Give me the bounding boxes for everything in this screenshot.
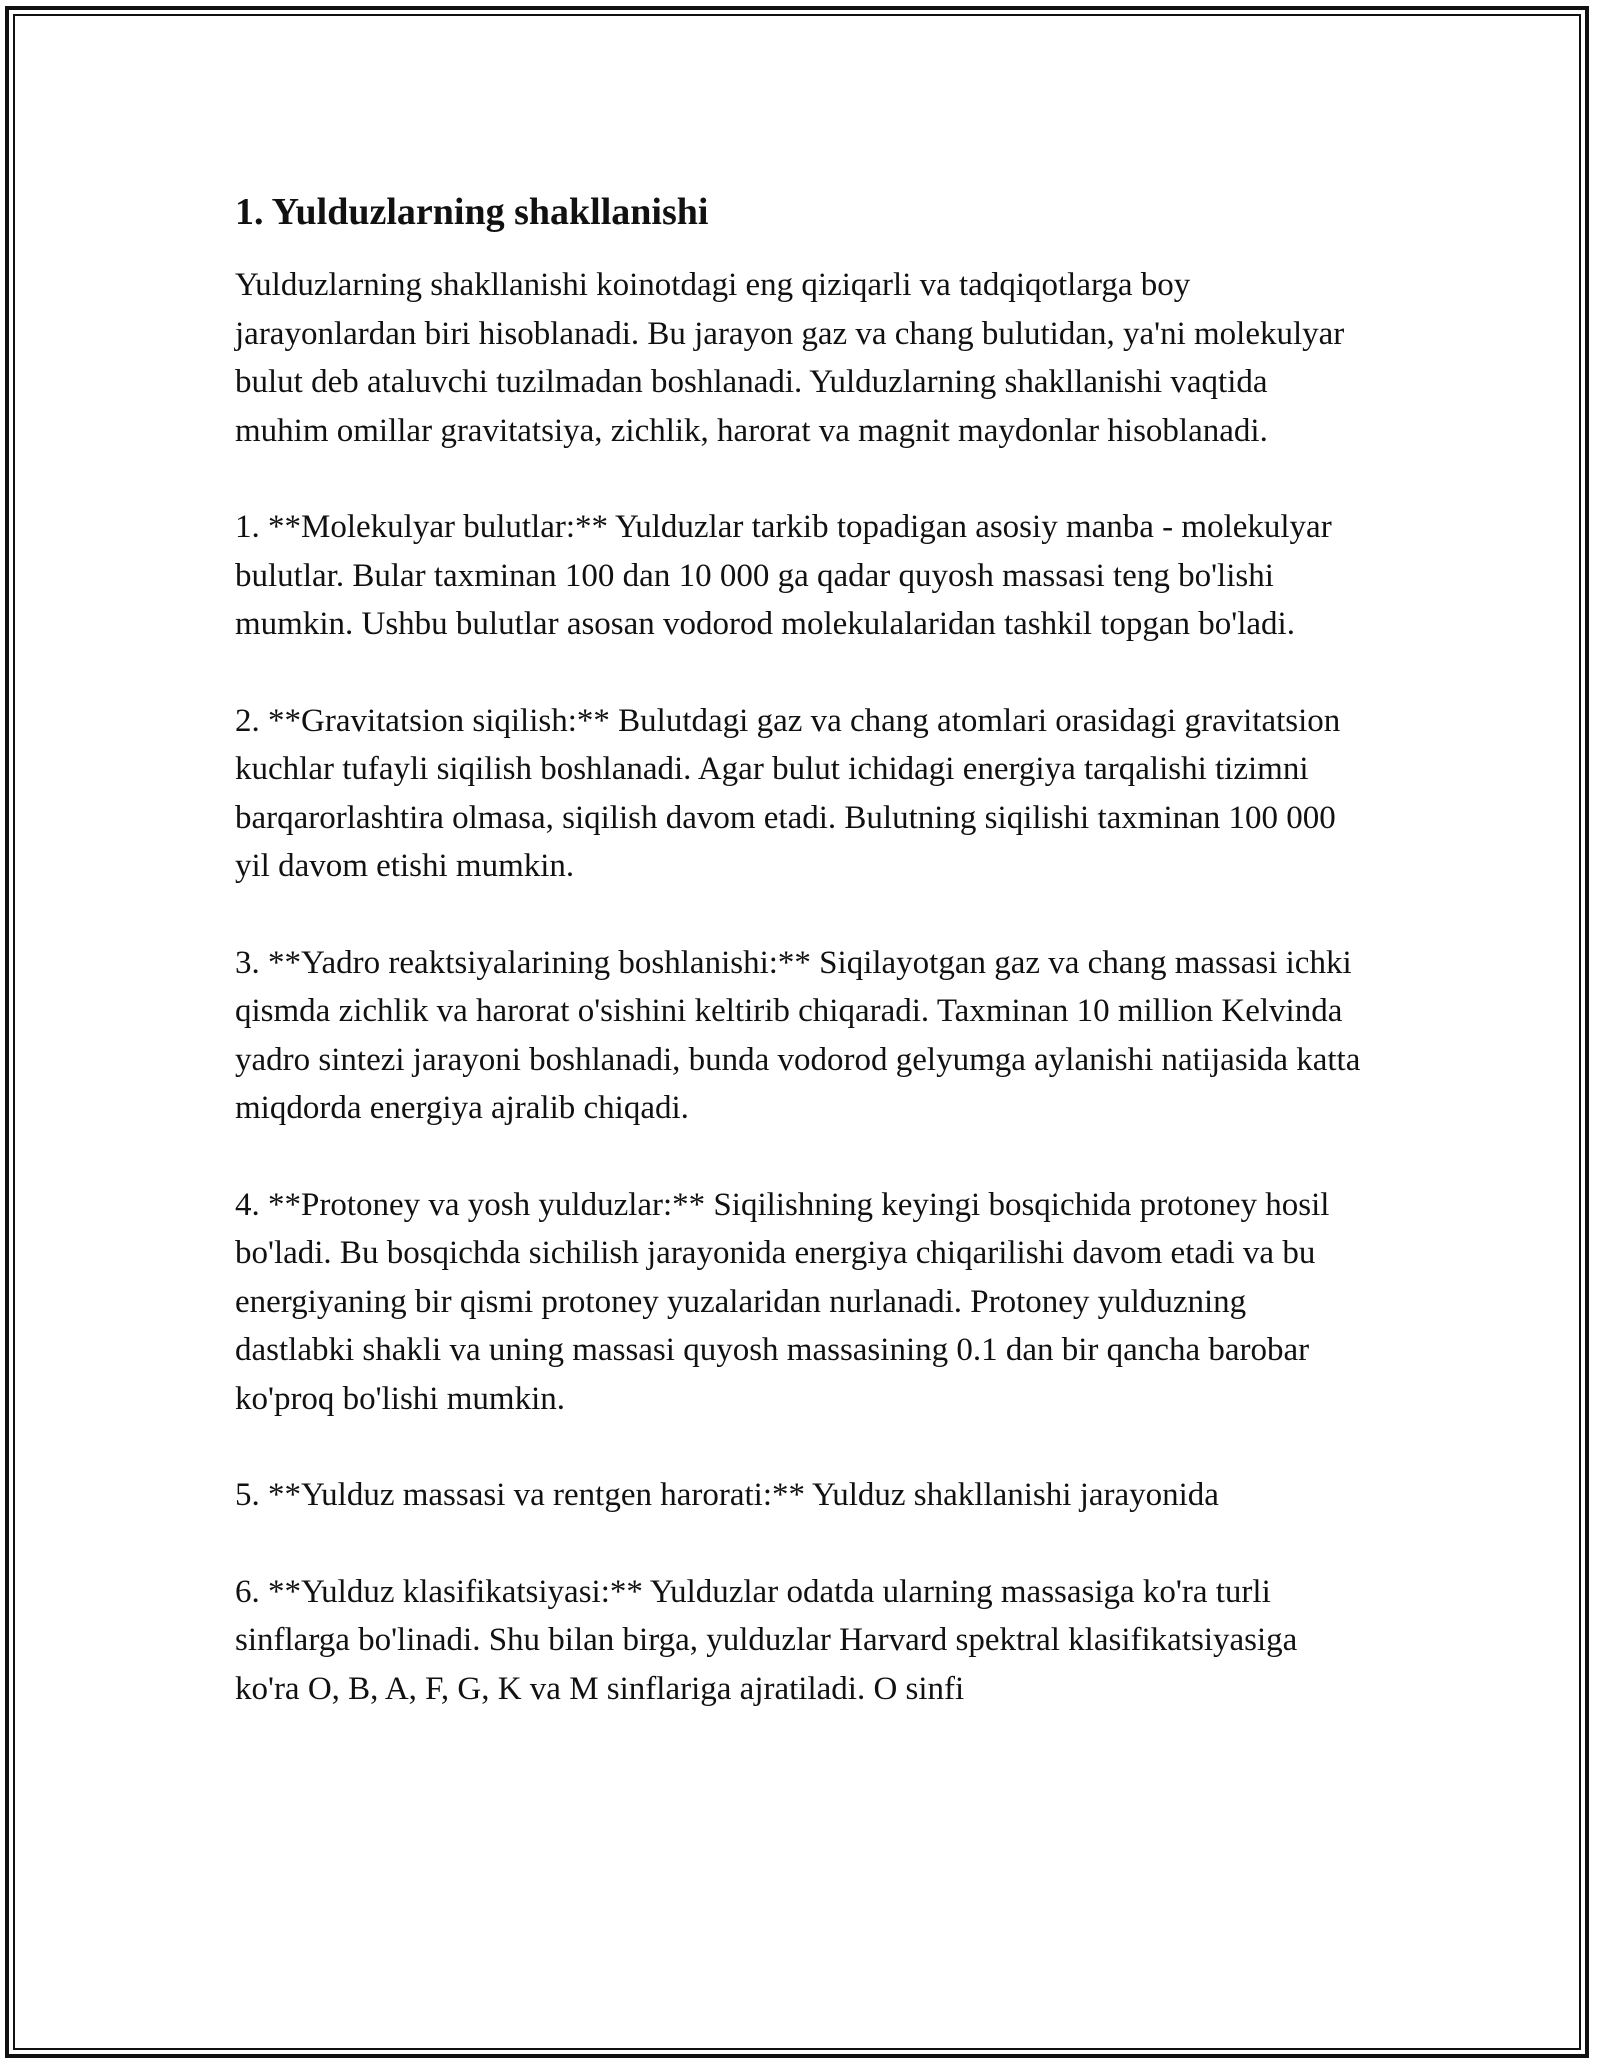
paragraph-yadro-reaktsiyalari: 3. **Yadro reaktsiyalarining boshlanishi:** Siqilayotgan gaz va chang massasi ichki qismda zichlik va harorat o'sishini keltirib chiqaradi. Taxminan 10 million Kelvinda yadro sintezi jarayoni boshlanadi, bunda vodorod gelyumga aylanishi natijasida katta miqdorda energiya ajralib chiqadi. <box>235 944 1361 1126</box>
paragraph-molekulyar-bulutlar: 1. **Molekulyar bulutlar:** Yulduzlar tarkib topadigan asosiy manba - molekulyar bulutlar. Bular taxminan 100 dan 10 000 ga qadar quyosh massasi teng bo'lishi mumkin. Ushbu bulutlar asosan vodorod molekulalaridan tashkil topgan bo'ladi. <box>235 509 1332 642</box>
paragraph-yulduz-klasifikatsiyasi: 6. **Yulduz klasifikatsiyasi:** Yulduzlar odatda ularning massasiga ko'ra turli sinflarga bo'linadi. Shu bilan birga, yulduzlar Harvard spektral klasifikatsiyasiga ko'ra O, B, A, F, G, K va M sinflariga ajratiladi. O sinfi <box>235 1573 1298 1707</box>
paragraph-yulduz-massasi: 5. **Yulduz massasi va rentgen harorati:** Yulduz shakllanishi jarayonida <box>235 1477 1219 1513</box>
paragraph-protoney: 4. **Protoney va yosh yulduzlar:** Siqilishning keyingi bosqichida protoney hosil bo'ladi. Bu bosqichda sichilish jarayonida energiya chiqarilishi davom etadi va bu energiyaning bir qismi protoney yuzalaridan nurlanadi. Protoney yulduzning dastlabki shakli va uning massasi quyosh massasining 0.1 dan bir qancha barobar ko'proq bo'lishi mumkin. <box>235 1186 1330 1417</box>
paragraph-gravitatsion-siqilish: 2. **Gravitatsion siqilish:** Bulutdagi gaz va chang atomlari orasidagi gravitatsion kuchlar tufayli siqilish boshlanadi. Agar bulut ichidagi energiya tarqalishi tizimni barqarorlashtira olmasa, siqilish davom etadi. Bulutning siqilishi taxminan 100 000 yil davom etishi mumkin. <box>235 702 1341 884</box>
document-body <box>235 186 1365 1761</box>
intro-paragraph: Yulduzlarning shakllanishi koinotdagi eng qiziqarli va tadqiqotlarga boy jarayonlardan biri hisoblanadi. Bu jarayon gaz va chang bulutidan, ya'ni molekulyar bulut deb ataluvchi tuzilmadan boshlanadi. Yulduzlarning shakllanishi vaqtida muhim omillar gravitatsiya, zichlik, harorat va magnit maydonlar hisoblanadi. <box>235 267 1345 449</box>
section-heading: 1. Yulduzlarning shakllanishi <box>235 191 709 233</box>
